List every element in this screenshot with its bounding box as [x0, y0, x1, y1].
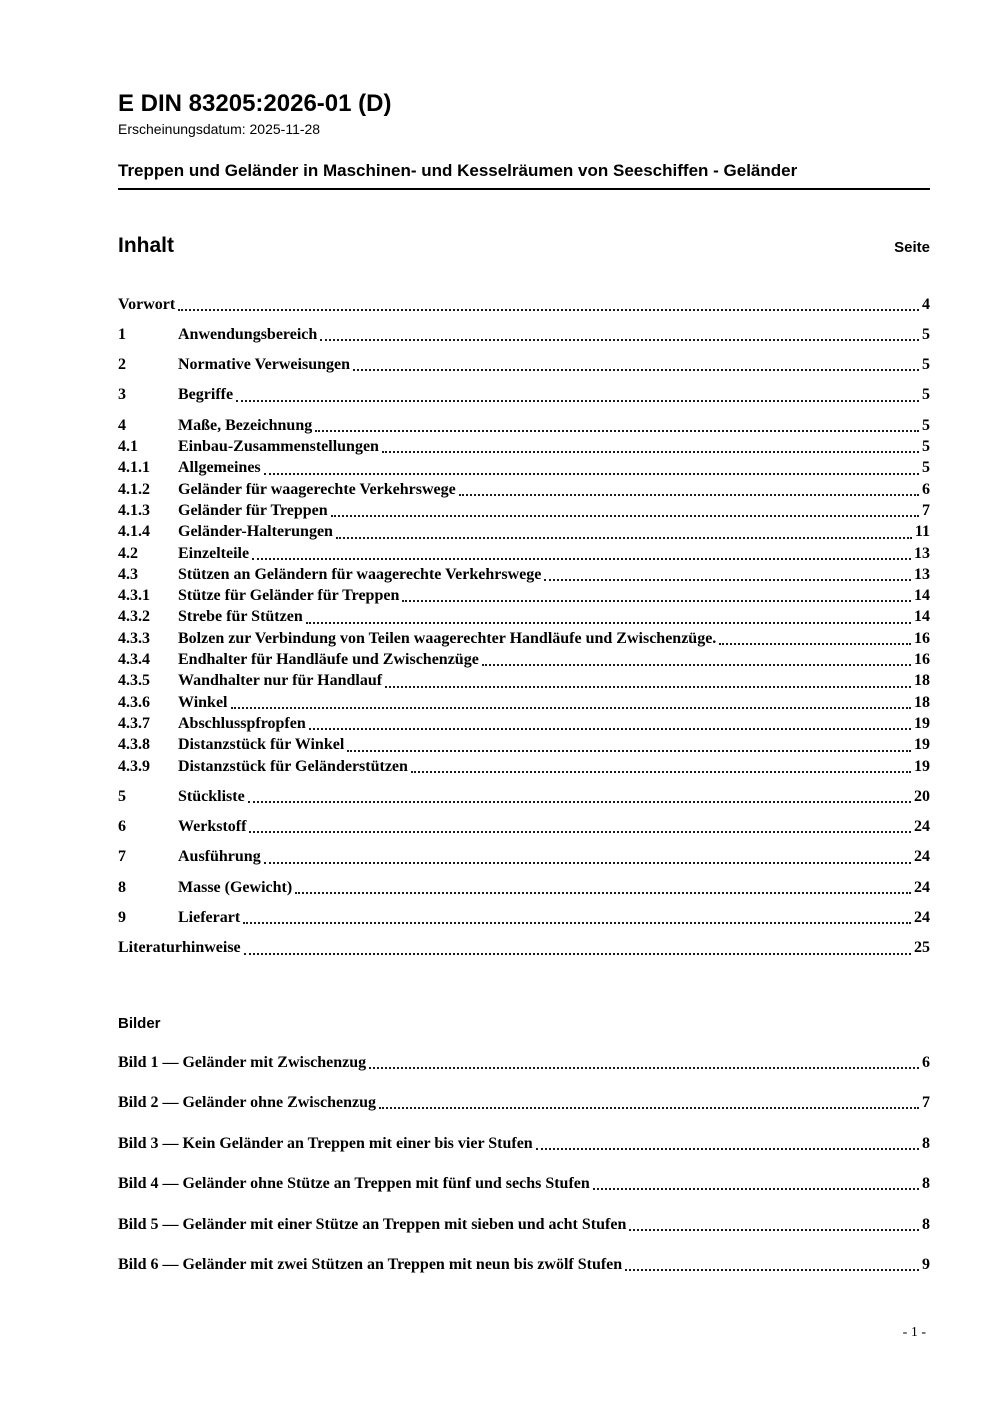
toc-entry-page: 13: [914, 565, 930, 583]
toc-entry-number: 6: [118, 818, 126, 836]
figure-entry: [118, 1092, 930, 1113]
figure-entry-page: 8: [922, 1134, 930, 1152]
toc-entry-label: Geländer für Treppen: [178, 501, 328, 519]
toc-entry: [118, 670, 930, 691]
toc-dot-leader: [264, 473, 919, 475]
toc-entry-number: 4.3.6: [118, 693, 150, 711]
toc-entry: [118, 937, 930, 958]
toc-dot-leader: [295, 892, 911, 894]
toc-entry-number: 7: [118, 848, 126, 866]
toc-entry: [118, 543, 930, 564]
toc-entry-number: 4.3: [118, 565, 138, 583]
toc-entry-number: 4.3.3: [118, 629, 150, 647]
figures-heading: Bilder: [118, 1014, 161, 1032]
toc-entry-page: 19: [914, 714, 930, 732]
figure-entry: [118, 1173, 930, 1194]
toc-dot-leader: [625, 1269, 919, 1271]
toc-entry-number: 1: [118, 325, 126, 343]
toc-entry-number: 4.1.2: [118, 480, 150, 498]
toc-entry-page: 6: [922, 480, 930, 498]
toc-entry-number: 4.3.9: [118, 757, 150, 775]
figure-entry-label: Bild 4 — Geländer ohne Stütze an Treppen mit fünf und sechs Stufen: [118, 1175, 590, 1193]
toc-entry-number: 4.2: [118, 544, 138, 562]
toc-entry-number: 4.1.3: [118, 501, 150, 519]
toc-dot-leader: [178, 309, 919, 311]
toc-entry-page: 5: [922, 459, 930, 477]
toc-entry-number: 4.3.7: [118, 714, 150, 732]
toc-entry-page: 24: [914, 878, 930, 896]
toc-entry-label: Vorwort: [118, 295, 176, 313]
page-column-label: Seite: [894, 238, 930, 256]
toc-entry-number: 5: [118, 787, 126, 805]
toc-entry: [118, 877, 930, 898]
toc-entry-page: 5: [922, 416, 930, 434]
figure-entry: [118, 1254, 930, 1275]
toc-dot-leader: [249, 831, 911, 833]
toc-entry-label: Begriffe: [178, 386, 234, 404]
toc-dot-leader: [369, 1067, 919, 1069]
toc-entry-label: Lieferart: [178, 909, 241, 927]
toc-entry-page: 18: [914, 693, 930, 711]
toc-entry-number: 4.3.8: [118, 736, 150, 754]
toc-dot-leader: [244, 953, 911, 955]
toc-dot-leader: [411, 771, 911, 773]
toc-dot-leader: [379, 1107, 919, 1109]
toc-entry-label: Winkel: [178, 693, 228, 711]
toc-entry: [118, 713, 930, 734]
toc-entry: [118, 415, 930, 436]
toc-entry-label: Wandhalter nur für Handlauf: [178, 672, 383, 690]
toc-entry: [118, 500, 930, 521]
figure-entry-page: 7: [922, 1094, 930, 1112]
toc-dot-leader: [331, 515, 919, 517]
toc-dot-leader: [385, 686, 911, 688]
toc-entry: [118, 479, 930, 500]
toc-dot-leader: [536, 1148, 919, 1150]
figure-entry: [118, 1052, 930, 1073]
toc-entry-number: 9: [118, 909, 126, 927]
toc-entry-page: 11: [914, 523, 930, 541]
toc-entry-number: 4.3.4: [118, 651, 150, 669]
toc-dot-leader: [252, 558, 911, 560]
figure-entry: [118, 1214, 930, 1235]
toc-entry-page: 20: [914, 787, 930, 805]
toc-entry-page: 24: [914, 848, 930, 866]
toc-entry-label: Einzelteile: [178, 544, 250, 562]
toc-entry: [118, 324, 930, 345]
toc-entry: [118, 846, 930, 867]
toc-entry-page: 14: [914, 608, 930, 626]
toc-entry: [118, 606, 930, 627]
toc-entry-page: 25: [914, 939, 930, 957]
toc-entry: [118, 436, 930, 457]
toc-entry-label: Strebe für Stützen: [178, 608, 303, 626]
toc-entry-label: Geländer-Halterungen: [178, 523, 333, 541]
toc-entry-label: Werkstoff: [178, 818, 247, 836]
toc-entry-label: Stückliste: [178, 787, 245, 805]
figure-entry-page: 6: [922, 1053, 930, 1071]
toc-dot-leader: [264, 862, 911, 864]
footer-page-number: - 1 -: [902, 1325, 926, 1340]
toc-dot-leader: [593, 1188, 919, 1190]
toc-dot-leader: [719, 643, 911, 645]
figure-entry-label: Bild 1 — Geländer mit Zwischenzug: [118, 1053, 367, 1071]
toc-dot-leader: [402, 600, 911, 602]
toc-entry-label: Stütze für Geländer für Treppen: [178, 587, 400, 605]
figure-entry-label: Bild 6 — Geländer mit zwei Stützen an Treppen mit neun bis zwölf Stufen: [118, 1256, 623, 1274]
toc-entry: [118, 734, 930, 755]
document-title: Treppen und Geländer in Maschinen- und Kesselräumen von Seeschiffen - Geländer: [118, 161, 930, 190]
toc-entry-page: 19: [914, 736, 930, 754]
toc-entry-label: Stützen an Geländern für waagerechte Verkehrswege: [178, 565, 542, 583]
toc-entry: [118, 457, 930, 478]
toc-dot-leader: [482, 664, 911, 666]
toc-entry-label: Geländer für waagerechte Verkehrswege: [178, 480, 456, 498]
toc-entry-number: 4.3.5: [118, 672, 150, 690]
toc-dot-leader: [336, 537, 912, 539]
toc-entry-page: 18: [914, 672, 930, 690]
toc-entry-label: Einbau-Zusammenstellungen: [178, 438, 379, 456]
toc-dot-leader: [544, 579, 911, 581]
toc-dot-leader: [320, 339, 919, 341]
toc-entry-number: 4.3.2: [118, 608, 150, 626]
toc-entry-number: 4.1: [118, 438, 138, 456]
toc-entry: [118, 521, 930, 542]
figure-entry-label: Bild 2 — Geländer ohne Zwischenzug: [118, 1094, 376, 1112]
toc-dot-leader: [309, 728, 911, 730]
toc-dot-leader: [459, 494, 919, 496]
toc-entry-label: Normative Verweisungen: [178, 356, 350, 374]
toc-entry-page: 13: [914, 544, 930, 562]
figure-entry-page: 9: [922, 1256, 930, 1274]
toc-dot-leader: [347, 750, 911, 752]
toc-entry-number: 4.1.4: [118, 523, 150, 541]
toc-entry-page: 5: [922, 325, 930, 343]
toc-entry-page: 4: [922, 295, 930, 313]
toc-entry-label: Endhalter für Handläufe und Zwischenzüge: [178, 651, 479, 669]
toc-header-row: [118, 234, 930, 258]
toc-entry: [118, 384, 930, 405]
toc-entry-number: 8: [118, 878, 126, 896]
toc-entry-label: Literaturhinweise: [118, 939, 241, 957]
toc-entry: [118, 907, 930, 928]
toc-entry: [118, 756, 930, 777]
toc-entry-label: Allgemeines: [178, 459, 261, 477]
toc-entry-page: 7: [922, 501, 930, 519]
toc-dot-leader: [382, 451, 919, 453]
toc-entry-label: Distanzstück für Geländerstützen: [178, 757, 408, 775]
toc-entry: [118, 816, 930, 837]
release-date: Erscheinungsdatum: 2025-11-28: [118, 120, 321, 137]
toc-entry: [118, 585, 930, 606]
figure-entry: [118, 1133, 930, 1154]
toc-entry-page: 14: [914, 587, 930, 605]
toc-entry-number: 2: [118, 356, 126, 374]
toc-entry-label: Anwendungsbereich: [178, 325, 318, 343]
toc-entry-label: Maße, Bezeichnung: [178, 416, 313, 434]
toc-dot-leader: [236, 400, 919, 402]
toc-dot-leader: [243, 922, 911, 924]
toc-entry-page: 16: [914, 651, 930, 669]
document-number: E DIN 83205:2026-01 (D): [118, 90, 392, 117]
toc-entry: [118, 564, 930, 585]
toc-entry-number: 4.3.1: [118, 587, 150, 605]
figure-entry-label: Bild 3 — Kein Geländer an Treppen mit einer bis vier Stufen: [118, 1134, 533, 1152]
toc-entry-page: 19: [914, 757, 930, 775]
toc-entry: [118, 628, 930, 649]
toc-entry-label: Abschlusspfropfen: [178, 714, 306, 732]
toc-entry-label: Bolzen zur Verbindung von Teilen waagerechter Handläufe und Zwischenzüge.: [178, 629, 717, 647]
figure-entry-label: Bild 5 — Geländer mit einer Stütze an Treppen mit sieben und acht Stufen: [118, 1215, 627, 1233]
toc-list: [118, 294, 930, 959]
toc-dot-leader: [248, 801, 911, 803]
toc-entry-label: Masse (Gewicht): [178, 878, 293, 896]
toc-entry-page: 16: [914, 629, 930, 647]
figures-list: [118, 1052, 930, 1276]
toc-entry-number: 4.1.1: [118, 459, 150, 477]
toc-dot-leader: [353, 369, 919, 371]
toc-entry: [118, 294, 930, 315]
toc-entry-page: 5: [922, 386, 930, 404]
toc-dot-leader: [231, 707, 912, 709]
toc-dot-leader: [315, 430, 919, 432]
toc-entry-label: Distanzstück für Winkel: [178, 736, 345, 754]
toc-entry: [118, 354, 930, 375]
toc-entry-number: 3: [118, 386, 126, 404]
toc-entry: [118, 786, 930, 807]
figure-entry-page: 8: [922, 1175, 930, 1193]
toc-entry-page: 24: [914, 818, 930, 836]
toc-dot-leader: [629, 1229, 919, 1231]
toc-entry: [118, 649, 930, 670]
toc-heading: Inhalt: [118, 233, 174, 257]
toc-entry-number: 4: [118, 416, 126, 434]
figure-entry-page: 8: [922, 1215, 930, 1233]
toc-dot-leader: [306, 622, 911, 624]
toc-entry-page: 5: [922, 438, 930, 456]
toc-entry-label: Ausführung: [178, 848, 261, 866]
toc-entry-page: 5: [922, 356, 930, 374]
toc-entry: [118, 692, 930, 713]
toc-entry-page: 24: [914, 909, 930, 927]
